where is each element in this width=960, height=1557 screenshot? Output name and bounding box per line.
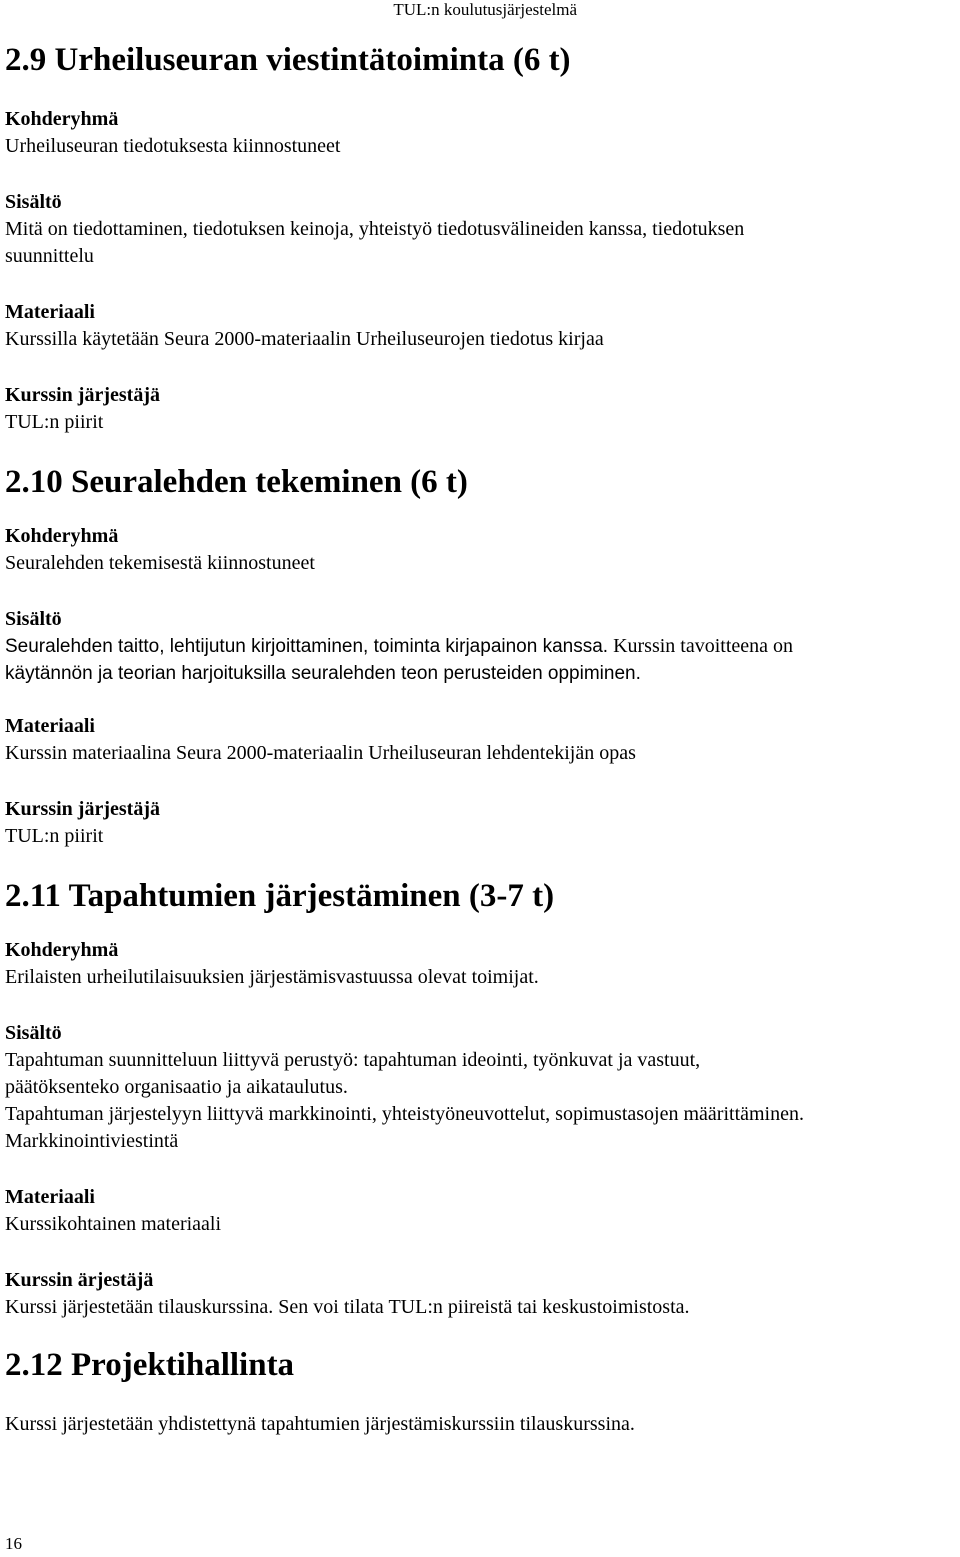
section-title: 2.10 Seuralehden tekeminen (6 t) xyxy=(5,464,468,500)
jarjestaja-text: TUL:n piirit xyxy=(5,825,104,847)
kohderyhma-text: Erilaisten urheilutilaisuuksien järjestämisvastuussa olevat toimijat. xyxy=(5,966,539,988)
section-title: 2.9 Urheiluseuran viestintätoiminta (6 t) xyxy=(5,42,571,78)
section-title: 2.12 Projektihallinta xyxy=(5,1347,295,1383)
jarjestaja-text: Kurssi järjestetään tilauskurssina. Sen voi tilata TUL:n piireistä tai keskustoimistosta. xyxy=(5,1296,690,1318)
section-2-12 xyxy=(5,1345,955,1438)
running-header: TUL:n koulutusjärjestelmä xyxy=(393,0,577,19)
jarjestaja-text: TUL:n piirit xyxy=(5,411,104,433)
kohderyhma-text: Urheiluseuran tiedotuksesta kiinnostuneet xyxy=(5,135,341,157)
sisalto-text-serif: Kurssin tavoitteena on xyxy=(608,635,794,657)
section-2-9 xyxy=(5,40,955,436)
sisalto-text xyxy=(5,633,955,660)
sisalto-text: Tapahtuman suunnitteluun liittyvä perustyö: tapahtuman ideointi, työnkuvat ja vastuut, xyxy=(5,1049,701,1071)
sisalto-label: Sisältö xyxy=(5,191,62,213)
sisalto-label: Sisältö xyxy=(5,1022,62,1044)
sisalto-text: käytännön ja teorian harjoituksilla seuralehden teon perusteiden oppiminen. xyxy=(5,663,641,684)
materiaali-text: Kurssin materiaalina Seura 2000-materiaalin Urheiluseuran lehdentekijän opas xyxy=(5,742,636,764)
section-2-11 xyxy=(5,876,955,1321)
sisalto-text: päätöksenteko organisaatio ja aikataulutus. xyxy=(5,1076,348,1098)
section-2-10 xyxy=(5,462,955,850)
page-number: 16 xyxy=(5,1534,22,1553)
materiaali-text: Kurssilla käytetään Seura 2000-materiaalin Urheiluseurojen tiedotus kirjaa xyxy=(5,328,604,350)
sisalto-text-sans: Seuralehden taitto, lehtijutun kirjoittaminen, toiminta kirjapainon kanssa. xyxy=(5,636,609,657)
jarjestaja-label: Kurssin ärjestäjä xyxy=(5,1269,154,1291)
jarjestaja-label: Kurssin järjestäjä xyxy=(5,384,160,406)
jarjestaja-label: Kurssin järjestäjä xyxy=(5,798,160,820)
section-title: 2.11 Tapahtumien järjestäminen (3-7 t) xyxy=(5,878,555,914)
kohderyhma-label: Kohderyhmä xyxy=(5,108,119,130)
kohderyhma-label: Kohderyhmä xyxy=(5,525,119,547)
materiaali-label: Materiaali xyxy=(5,301,95,323)
materiaali-text: Kurssikohtainen materiaali xyxy=(5,1213,222,1235)
kohderyhma-label: Kohderyhmä xyxy=(5,939,119,961)
materiaali-label: Materiaali xyxy=(5,715,95,737)
sisalto-text: Markkinointiviestintä xyxy=(5,1130,179,1152)
sisalto-text: suunnittelu xyxy=(5,245,94,267)
sisalto-text: Tapahtuman järjestelyyn liittyvä markkinointi, yhteistyöneuvottelut, sopimustasojen määrittäminen. xyxy=(5,1103,804,1125)
sisalto-text: Mitä on tiedottaminen, tiedotuksen keinoja, yhteistyö tiedotusvälineiden kanssa, tiedotuksen xyxy=(5,218,745,240)
sisalto-label: Sisältö xyxy=(5,608,62,630)
document-body xyxy=(5,40,955,1438)
kohderyhma-text: Seuralehden tekemisestä kiinnostuneet xyxy=(5,552,315,574)
section-text: Kurssi järjestetään yhdistettynä tapahtumien järjestämiskurssiin tilauskurssina. xyxy=(5,1413,635,1435)
materiaali-label: Materiaali xyxy=(5,1186,95,1208)
